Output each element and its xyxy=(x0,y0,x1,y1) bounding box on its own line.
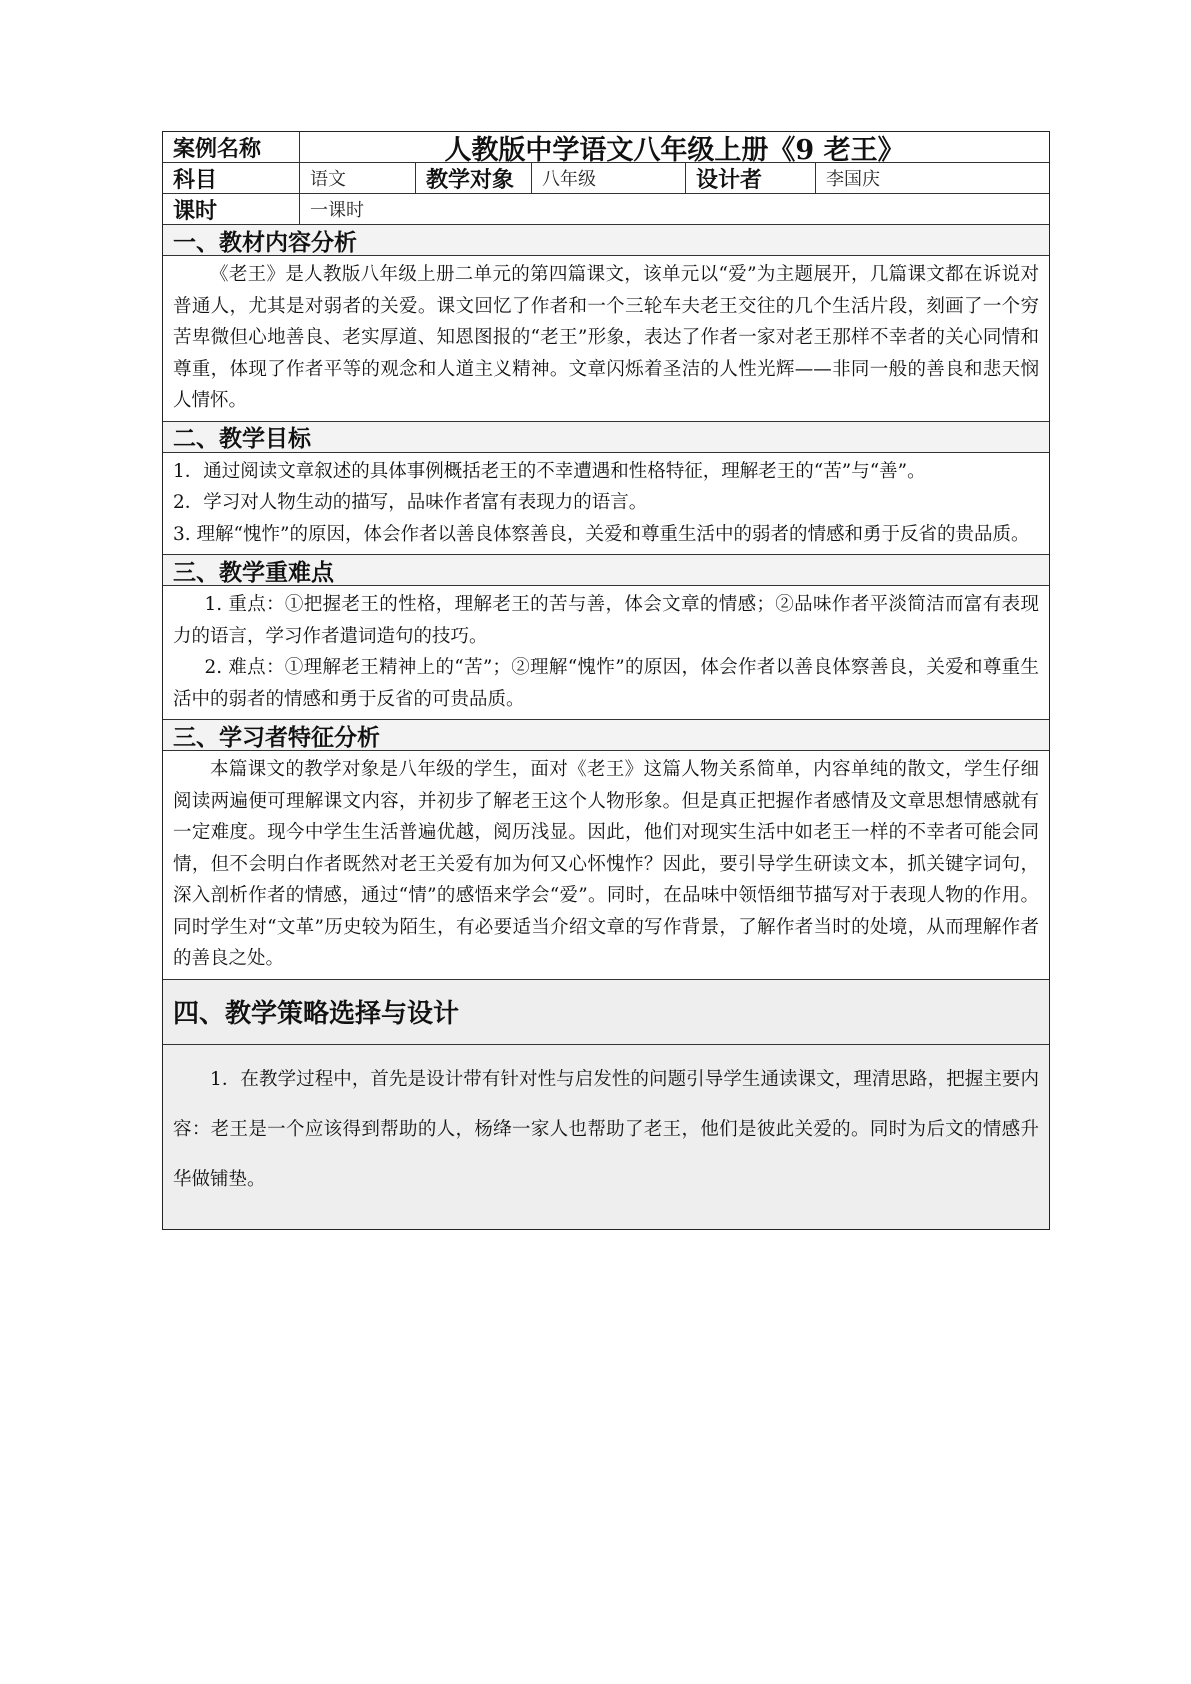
section-heading-learner-analysis: 三、学习者特征分析 xyxy=(163,720,1049,751)
audience-label: 教学对象 xyxy=(416,163,532,193)
section-heading-strategy-design: 四、教学策略选择与设计 xyxy=(163,980,1049,1045)
paragraph: 本篇课文的教学对象是八年级的学生，面对《老王》这篇人物关系简单，内容单纯的散文，学生仔细阅读两遍便可理解课文内容，并初步了解老王这个人物形象。但是真正把握作者感情及文章思想情感就有一定难度。现今中学生生活普遍优越，阅历浅显。因此，他们对现实生活中如老王一样的不幸者可能会同情，但不会明白作者既然对老王关爱有加为何又心怀愧怍？因此，要引导学生研读文本，抓关键字词句，深入剖析作者的情感，通过“情”的感悟来学会“爱”。同时，在品味中领悟细节描写对于表现人物的作用。同时学生对“文革”历史较为陌生，有必要适当介绍文章的写作背景，了解作者当时的处境，从而理解作者的善良之处。 xyxy=(173,759,1039,969)
case-title: 人教版中学语文八年级上册《9 老王》 xyxy=(444,134,905,162)
paragraph: 《老王》是人教版八年级上册二单元的第四篇课文，该单元以“爱”为主题展开，几篇课文都在诉说对普通人，尤其是对弱者的关爱。课文回忆了作者和一个三轮车夫老王交往的几个生活片段，刻画了一个穷苦卑微但心地善良、老实厚道、知恩图报的“老王”形象，表达了作者一家对老王那样不幸者的关心同情和尊重，体现了作者平等的观念和人道主义精神。文章闪烁着圣洁的人性光辉——非同一般的善良和悲天悯人情怀。 xyxy=(173,264,1039,411)
case-name-row xyxy=(163,132,1049,163)
subject-row xyxy=(163,163,1049,194)
section-heading-key-difficult-points: 三、教学重难点 xyxy=(163,555,1049,586)
designer-label: 设计者 xyxy=(686,163,816,193)
goal-item: 1．通过阅读文章叙述的具体事例概括老王的不幸遭遇和性格特征，理解老王的“苦”与“善”。 xyxy=(173,460,926,482)
subject-label: 科目 xyxy=(163,163,300,193)
goal-item: 2．学习对人物生动的描写，品味作者富有表现力的语言。 xyxy=(173,492,648,513)
section-heading-teaching-goals: 二、教学目标 xyxy=(163,422,1049,453)
period-label: 课时 xyxy=(163,194,300,224)
difficult-point-item: 2. 难点：①理解老王精神上的“苦”；②理解“愧怍”的原因，体会作者以善良体察善良，关爱和尊重生活中的弱者的情感和勇于反省的可贵品质。 xyxy=(173,657,1039,710)
section-body-strategy-design xyxy=(163,1045,1049,1229)
subject-value: 语文 xyxy=(300,163,416,193)
section-body-teaching-goals xyxy=(163,453,1049,556)
period-row xyxy=(163,194,1049,225)
section-body-material-analysis xyxy=(163,256,1049,422)
audience-value: 八年级 xyxy=(532,163,686,193)
paragraph: 1．在教学过程中，首先是设计带有针对性与启发性的问题引导学生通读课文，理清思路，把握主要内容：老王是一个应该得到帮助的人，杨绛一家人也帮助了老王，他们是彼此关爱的。同时为后文的情感升华做铺垫。 xyxy=(173,1068,1039,1190)
case-name-label: 案例名称 xyxy=(163,132,300,162)
lesson-plan-table xyxy=(162,131,1050,1230)
designer-value: 李国庆 xyxy=(826,169,880,190)
section-heading-material-analysis: 一、教材内容分析 xyxy=(163,225,1049,256)
goal-item: 3. 理解“愧怍”的原因，体会作者以善良体察善良，关爱和尊重生活中的弱者的情感和勇于反省的贵品质。 xyxy=(173,523,1030,545)
section-body-learner-analysis xyxy=(163,751,1049,980)
key-point-item: 1. 重点：①把握老王的性格，理解老王的苦与善，体会文章的情感；②品味作者平淡简洁而富有表现力的语言，学习作者遣词造句的技巧。 xyxy=(173,594,1039,647)
section-body-key-difficult-points xyxy=(163,586,1049,720)
period-value: 一课时 xyxy=(310,200,364,221)
